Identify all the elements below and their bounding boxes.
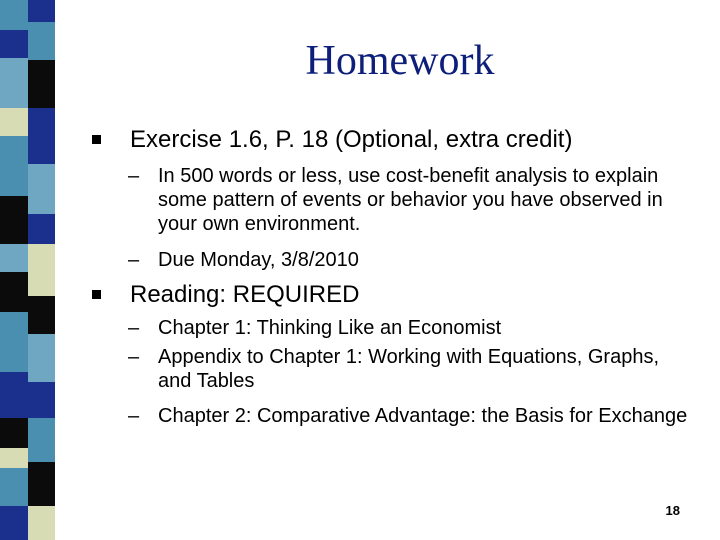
dash-bullet-icon: – [128,405,140,427]
sub-bullet-text: Appendix to Chapter 1: Working with Equations, Graphs, and Tables [158,346,660,392]
stripe-block [0,448,28,468]
stripe-block [28,164,55,214]
square-bullet-icon [92,135,101,144]
stripe-block [0,244,28,272]
sub-bullet-text: Due Monday, 3/8/2010 [158,249,359,271]
stripe-block [0,108,28,136]
stripe-block [0,418,28,448]
slide-title: Homework [305,38,495,84]
stripe-block [0,372,28,418]
stripe-block [28,0,55,22]
stripe-block [28,506,55,540]
stripe-block [0,0,28,30]
stripe-block [0,312,28,372]
bullet-text: Reading: REQUIRED [130,281,360,308]
stripe-block [28,334,55,382]
dash-bullet-icon: – [128,165,140,187]
sub-bullet-text: Chapter 2: Comparative Advantage: the Basis for Exchange [158,405,688,427]
dash-bullet-icon: – [128,346,140,368]
stripe-block [28,462,55,506]
stripe-block [0,196,28,244]
stripe-block [28,382,55,418]
square-bullet-icon [92,290,101,299]
sub-bullet-text: In 500 words or less, use cost-benefit analysis to explain some pattern of events or behavior you have observed in your own environment. [158,165,663,235]
stripe-block [0,136,28,196]
stripe-block [0,506,28,540]
dash-bullet-icon: – [128,317,140,339]
dash-bullet-icon: – [128,249,140,271]
stripe-block [28,244,55,296]
stripe-block [28,418,55,462]
stripe-block [28,214,55,244]
stripe-block [0,272,28,312]
stripe-block [0,468,28,506]
sub-bullet-text: Chapter 1: Thinking Like an Economist [158,317,502,339]
bullet-text: Exercise 1.6, P. 18 (Optional, extra credit) [130,126,573,153]
stripe-block [28,108,55,164]
page-number: 18 [665,503,680,518]
stripe-block [28,296,55,334]
